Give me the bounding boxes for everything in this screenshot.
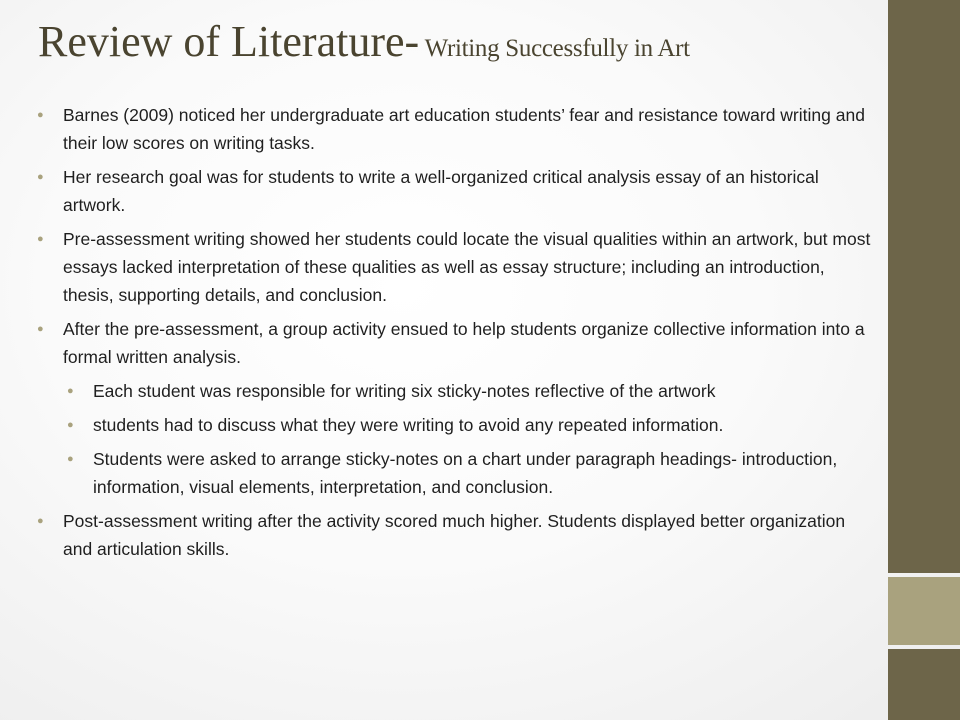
bullet-text: Her research goal was for students to write a well-organized critical analysis essay of an historical artwork. [63,167,819,215]
bullet-text: Pre-assessment writing showed her students could locate the visual qualities within an artwork, but most essays lacked interpretation of these qualities as well as essay structure; including an introduction, thesis, supporting details, and conclusion. [63,229,871,305]
title-sub: Writing Successfully in Art [419,35,690,62]
bullet-marker-icon: ● [37,323,44,335]
bullet-item [36,225,872,309]
bullet-text: Students were asked to arrange sticky-notes on a chart under paragraph headings- introduction, information, visual elements, interpretation, and conclusion. [93,449,838,497]
sidebar-accent [888,577,960,645]
bullet-item [36,315,872,371]
sub-bullet-item [66,411,872,439]
bullet-list [36,101,872,569]
sidebar-dark-top [888,0,960,573]
slide-title [38,18,878,66]
bullet-text: students had to discuss what they were writing to avoid any repeated information. [93,415,724,435]
bullet-marker-icon: ● [67,453,74,465]
bullet-text: Post-assessment writing after the activity scored much higher. Students displayed better organization and articulation skills. [63,511,846,559]
bullet-item [36,163,872,219]
bullet-marker-icon: ● [37,109,44,121]
bullet-text: Barnes (2009) noticed her undergraduate art education students’ fear and resistance toward writing and their low scores on writing tasks. [63,105,865,153]
bullet-marker-icon: ● [67,419,74,431]
bullet-marker-icon: ● [37,515,44,527]
bullet-text: Each student was responsible for writing six sticky-notes reflective of the artwork [93,381,716,401]
bullet-marker-icon: ● [67,385,74,397]
bullet-text: After the pre-assessment, a group activity ensued to help students organize collective information into a formal written analysis. [63,319,865,367]
bullet-item [36,507,872,563]
bullet-marker-icon: ● [37,171,44,183]
title-main: Review of Literature- [38,17,420,66]
sub-bullet-item [66,445,872,501]
bullet-item [36,101,872,157]
bullet-marker-icon: ● [37,233,44,245]
sub-bullet-item [66,377,872,405]
sidebar-dark-bottom [888,649,960,720]
